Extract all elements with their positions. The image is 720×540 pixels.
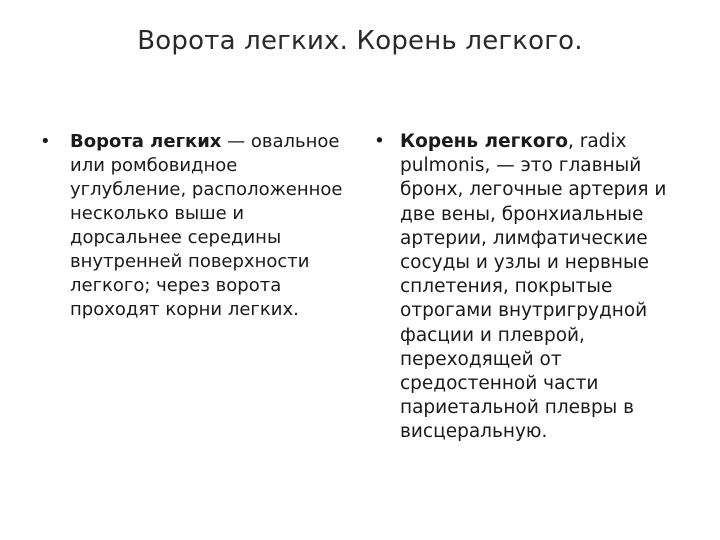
term-root-of-lung: Корень легкого <box>400 131 568 152</box>
definition-root-of-lung: , radix pulmonis, — это главный бронх, легочные артерия и две вены, бронхиальные артерии, лимфатические сосуды и узлы и нервные сплетения, покрытые отрогами внутригрудной фасции и плеврой, переходящей от средостенной части париетальной плевры в висцеральную. <box>400 131 667 443</box>
right-bullet-item <box>374 130 680 445</box>
bullet-icon: • <box>374 131 385 152</box>
left-column <box>40 130 345 322</box>
definition-gates-of-lung: — овальное или ромбовидное углубление, расположенное несколько выше и дорсальнее середины внутренней поверхности легкого; через ворота проходят корни легких. <box>70 131 343 320</box>
bullet-icon: • <box>40 131 51 152</box>
left-bullet-item <box>40 130 345 322</box>
slide-title: Ворота легких. Корень легкого. <box>137 26 583 56</box>
term-gates-of-lung: Ворота легких <box>70 131 222 152</box>
right-column <box>374 130 680 445</box>
